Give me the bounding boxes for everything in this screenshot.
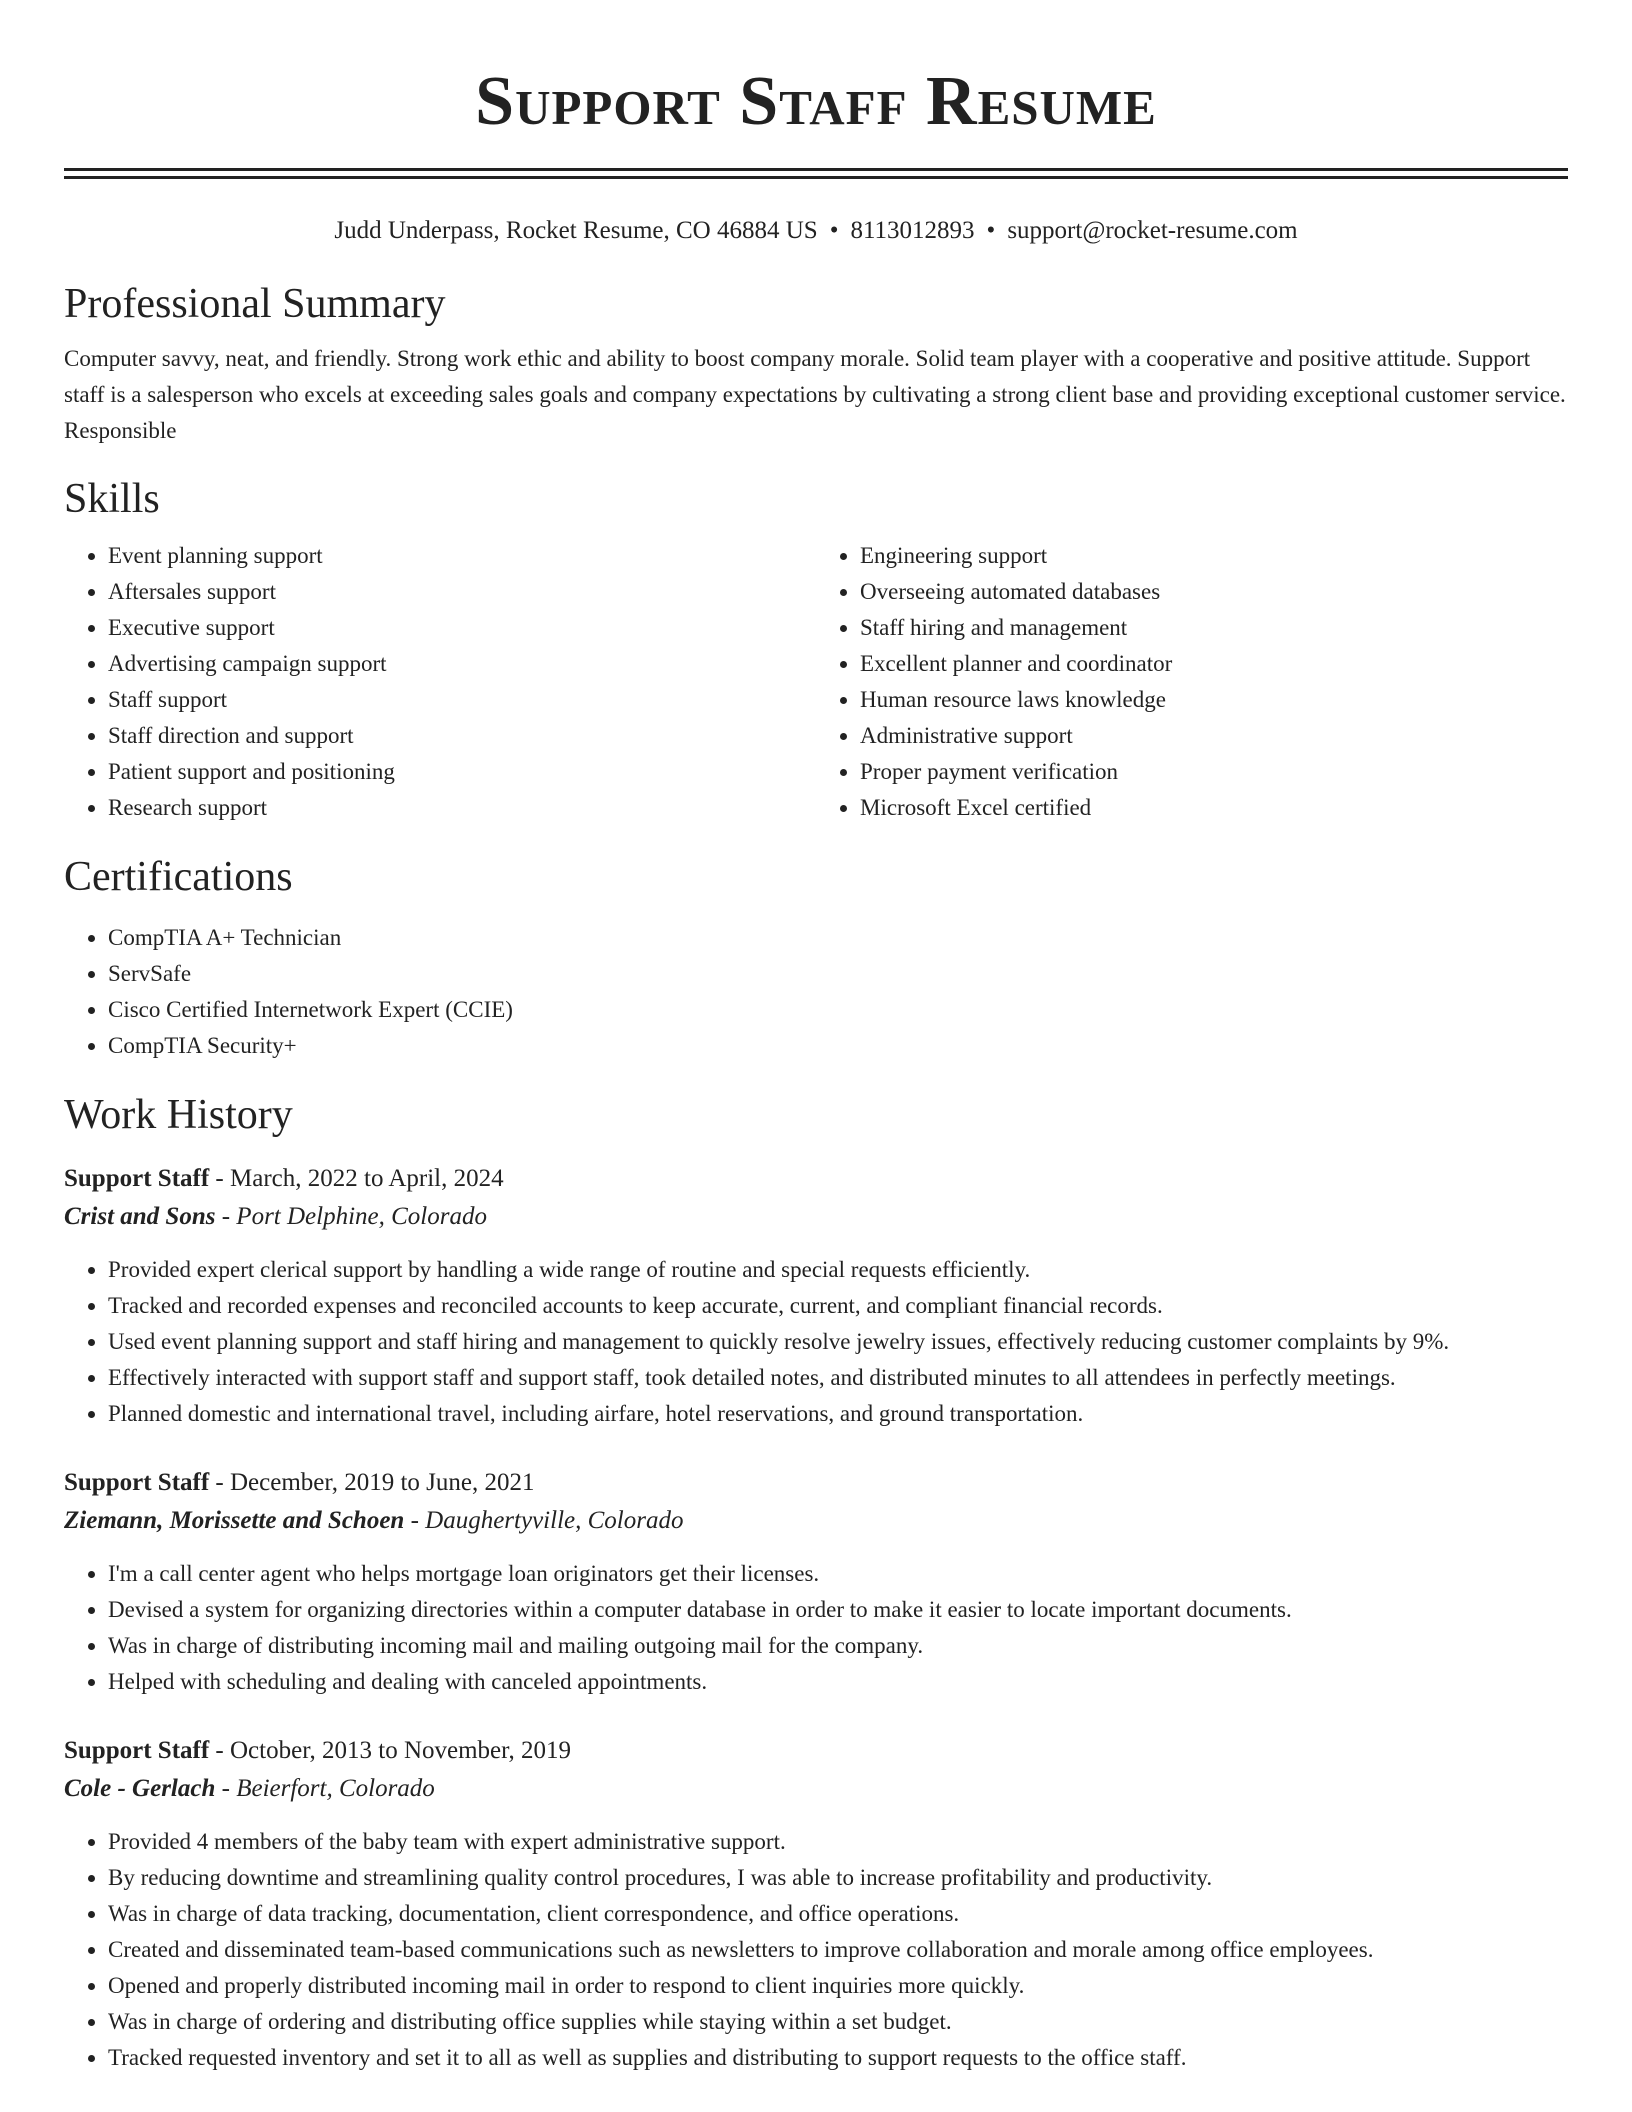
- job-company: Ziemann, Morissette and Schoen: [64, 1507, 405, 1534]
- job-bullets: [64, 1824, 1568, 2076]
- job-entry: [64, 1464, 1568, 1700]
- skills-list-left: [64, 538, 816, 826]
- job-company-line: [64, 1770, 1568, 1808]
- skill-item: • Staff direction and support: [108, 718, 816, 754]
- job-title: Support Staff: [64, 1165, 210, 1192]
- page-title: Support Staff Resume: [475, 63, 1157, 140]
- contact-phone: 8113012893: [850, 217, 975, 244]
- job-dates: March, 2022 to April, 2024: [230, 1165, 504, 1192]
- job-dash: -: [215, 1203, 237, 1230]
- job-dash: -: [404, 1507, 426, 1534]
- job-entry: [64, 1732, 1568, 2076]
- job-bullet: • Provided expert clerical support by handling a wide range of routine and special requests efficiently.: [108, 1252, 1568, 1288]
- contact-separator: •: [986, 217, 996, 244]
- job-bullet: • Used event planning support and staff hiring and management to quickly resolve jewelry issues, effectively reducing customer complaints by 9%.: [108, 1324, 1568, 1360]
- job-title-line: [64, 1732, 1568, 1770]
- certification-item: • ServSafe: [108, 956, 1568, 992]
- skill-item: • Administrative support: [860, 718, 1568, 754]
- certifications-heading: Certifications: [64, 854, 293, 900]
- job-title: Support Staff: [64, 1469, 210, 1496]
- skills-columns: [64, 538, 1568, 826]
- skill-item: • Advertising campaign support: [108, 646, 816, 682]
- job-dates: December, 2019 to June, 2021: [230, 1469, 535, 1496]
- job-company: Crist and Sons: [64, 1203, 216, 1230]
- job-bullet: • By reducing downtime and streamlining quality control procedures, I was able to increase profitability and productivity.: [108, 1860, 1568, 1896]
- skill-item: • Proper payment verification: [860, 754, 1568, 790]
- skill-item: • Microsoft Excel certified: [860, 790, 1568, 826]
- summary-heading: Professional Summary: [64, 281, 446, 327]
- skill-item: • Excellent planner and coordinator: [860, 646, 1568, 682]
- skill-item: • Human resource laws knowledge: [860, 682, 1568, 718]
- job-location: Port Delphine, Colorado: [236, 1203, 487, 1230]
- job-bullet: • Devised a system for organizing directories within a computer database in order to make it easier to locate important documents.: [108, 1592, 1568, 1628]
- skills-heading: Skills: [64, 476, 160, 522]
- job-company-line: [64, 1502, 1568, 1540]
- job-bullet: • Provided 4 members of the baby team with expert administrative support.: [108, 1824, 1568, 1860]
- resume-page: [64, 0, 1568, 2076]
- certification-item: • CompTIA Security+: [108, 1028, 1568, 1064]
- skill-item: • Overseeing automated databases: [860, 574, 1568, 610]
- job-bullet: • Was in charge of data tracking, documentation, client correspondence, and office operations.: [108, 1896, 1568, 1932]
- certification-item: • Cisco Certified Internetwork Expert (CCIE): [108, 992, 1568, 1028]
- summary-text: Computer savvy, neat, and friendly. Strong work ethic and ability to boost company morale. Solid team player with a cooperative and positive attitude. Support staff is a salesperson who excels at exceeding sales goals and company expectations by cultivating a strong client base and providing exceptional customer service. Responsible: [64, 346, 1566, 443]
- job-title-line: [64, 1160, 1568, 1198]
- skill-item: • Engineering support: [860, 538, 1568, 574]
- work-history-heading: Work History: [64, 1092, 293, 1138]
- title-divider-top: [64, 168, 1568, 171]
- job-dates: October, 2013 to November, 2019: [230, 1737, 571, 1764]
- job-company-line: [64, 1198, 1568, 1236]
- skill-item: • Event planning support: [108, 538, 816, 574]
- contact-separator: •: [829, 217, 839, 244]
- job-bullets: [64, 1252, 1568, 1432]
- job-bullet: • I'm a call center agent who helps mortgage loan originators get their licenses.: [108, 1556, 1568, 1592]
- skill-item: • Aftersales support: [108, 574, 816, 610]
- contact-line: [64, 215, 1568, 247]
- job-bullet: • Effectively interacted with support staff and support staff, took detailed notes, and distributed minutes to all attendees in perfectly meetings.: [108, 1360, 1568, 1396]
- job-bullet: • Helped with scheduling and dealing with canceled appointments.: [108, 1664, 1568, 1700]
- contact-address: Judd Underpass, Rocket Resume, CO 46884 US: [334, 217, 818, 244]
- skill-item: • Staff hiring and management: [860, 610, 1568, 646]
- skill-item: • Research support: [108, 790, 816, 826]
- job-dash: -: [209, 1737, 230, 1764]
- job-bullet: • Planned domestic and international travel, including airfare, hotel reservations, and ground transportation.: [108, 1396, 1568, 1432]
- job-bullet: • Was in charge of distributing incoming mail and mailing outgoing mail for the company.: [108, 1628, 1568, 1664]
- job-dash: -: [209, 1469, 230, 1496]
- job-dash: -: [215, 1775, 237, 1802]
- job-bullet: • Created and disseminated team-based communications such as newsletters to improve collaboration and morale among office employees.: [108, 1932, 1568, 1968]
- title-divider-bottom: [64, 176, 1568, 179]
- job-entry: [64, 1160, 1568, 1432]
- skills-list-right: [816, 538, 1568, 826]
- job-title: Support Staff: [64, 1737, 210, 1764]
- certification-item: • CompTIA A+ Technician: [108, 920, 1568, 956]
- contact-email: support@rocket-resume.com: [1007, 217, 1298, 244]
- job-bullet: • Opened and properly distributed incoming mail in order to respond to client inquiries more quickly.: [108, 1968, 1568, 2004]
- job-bullet: • Was in charge of ordering and distributing office supplies while staying within a set budget.: [108, 2004, 1568, 2040]
- job-company: Cole - Gerlach: [64, 1775, 216, 1802]
- certifications-list: [64, 920, 1568, 1064]
- job-bullet: • Tracked and recorded expenses and reconciled accounts to keep accurate, current, and compliant financial records.: [108, 1288, 1568, 1324]
- job-location: Beierfort, Colorado: [236, 1775, 435, 1802]
- skill-item: • Staff support: [108, 682, 816, 718]
- job-title-line: [64, 1464, 1568, 1502]
- job-dash: -: [209, 1165, 230, 1192]
- job-bullet: • Tracked requested inventory and set it to all as well as supplies and distributing to support requests to the office staff.: [108, 2040, 1568, 2076]
- job-bullets: [64, 1556, 1568, 1700]
- skill-item: • Executive support: [108, 610, 816, 646]
- skill-item: • Patient support and positioning: [108, 754, 816, 790]
- job-location: Daughertyville, Colorado: [425, 1507, 684, 1534]
